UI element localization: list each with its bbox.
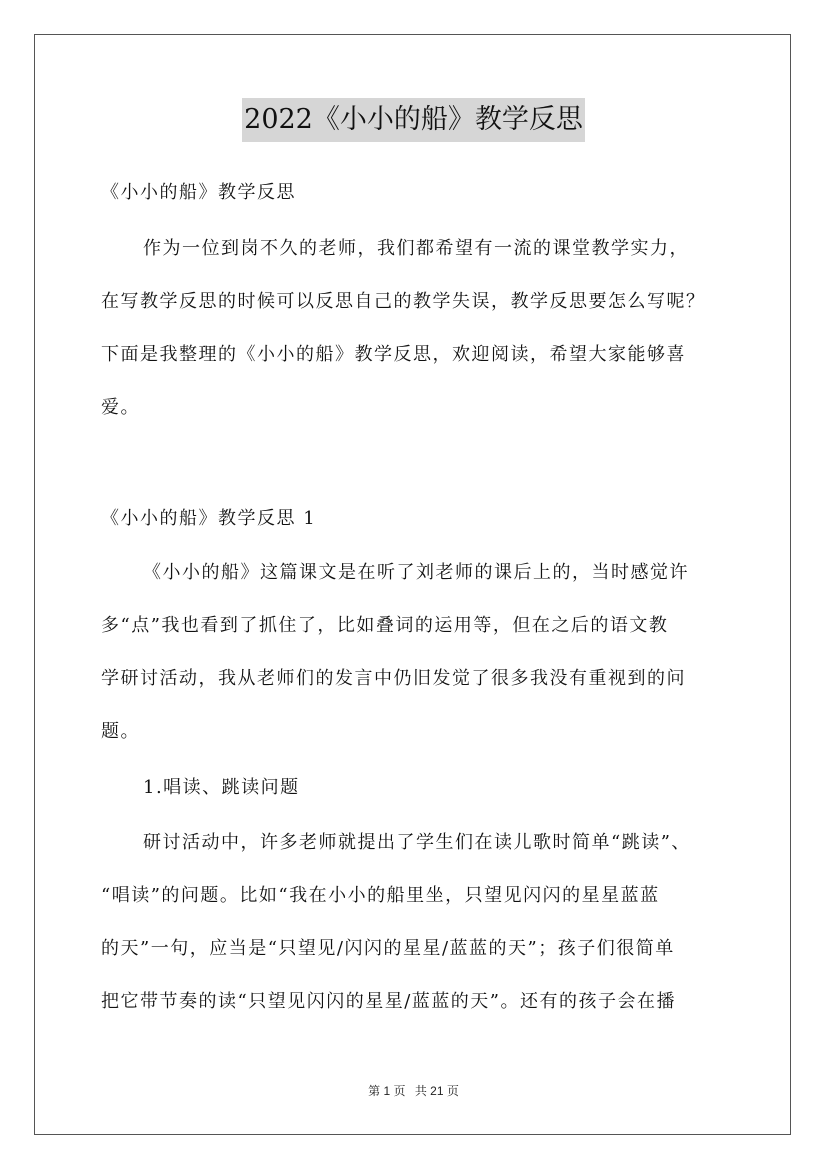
paragraph-line: 《小小的船》这篇课文是在听了刘老师的课后上的，当时感觉许 bbox=[143, 562, 689, 583]
document-title: 2022《小小的船》教学反思 bbox=[242, 98, 585, 142]
paragraph-line: 多“点”我也看到了抓住了，比如叠词的运用等，但在之后的语文教 bbox=[101, 615, 669, 636]
paragraph-line: 在写教学反思的时候可以反思自己的教学失误，教学反思要怎么写呢？ bbox=[101, 291, 706, 312]
paragraph-line: “唱读”的问题。比如“我在小小的船里坐，只望见闪闪的星星蓝蓝 bbox=[101, 885, 660, 906]
page-total: 共 21 页 bbox=[414, 1084, 459, 1098]
paragraph-line: 题。 bbox=[101, 721, 140, 742]
paragraph-line: 的天”一句，应当是“只望见/闪闪的星星/蓝蓝的天”；孩子们很简单 bbox=[101, 938, 675, 959]
page-number: 第 1 页 bbox=[368, 1084, 406, 1098]
page-footer bbox=[0, 1082, 827, 1099]
paragraph-line: 研讨活动中，许多老师就提出了学生们在读儿歌时简单“跳读”、 bbox=[143, 832, 691, 853]
paragraph-line: 学研讨活动，我从老师们的发言中仍旧发觉了很多我没有重视到的问 bbox=[101, 668, 686, 689]
subsection-heading: 1.唱读、跳读问题 bbox=[143, 777, 300, 798]
section-heading: 《小小的船》教学反思 1 bbox=[101, 508, 317, 529]
paragraph-line: 把它带节奏的读“只望见闪闪的星星/蓝蓝的天”。还有的孩子会在播 bbox=[101, 991, 676, 1012]
paragraph-line: 作为一位到岗不久的老师，我们都希望有一流的课堂教学实力， bbox=[143, 238, 689, 259]
title-container bbox=[0, 98, 827, 142]
section-heading: 《小小的船》教学反思 bbox=[101, 182, 296, 203]
paragraph-line: 下面是我整理的《小小的船》教学反思，欢迎阅读，希望大家能够喜 bbox=[101, 344, 686, 365]
paragraph-line: 爱。 bbox=[101, 397, 140, 418]
